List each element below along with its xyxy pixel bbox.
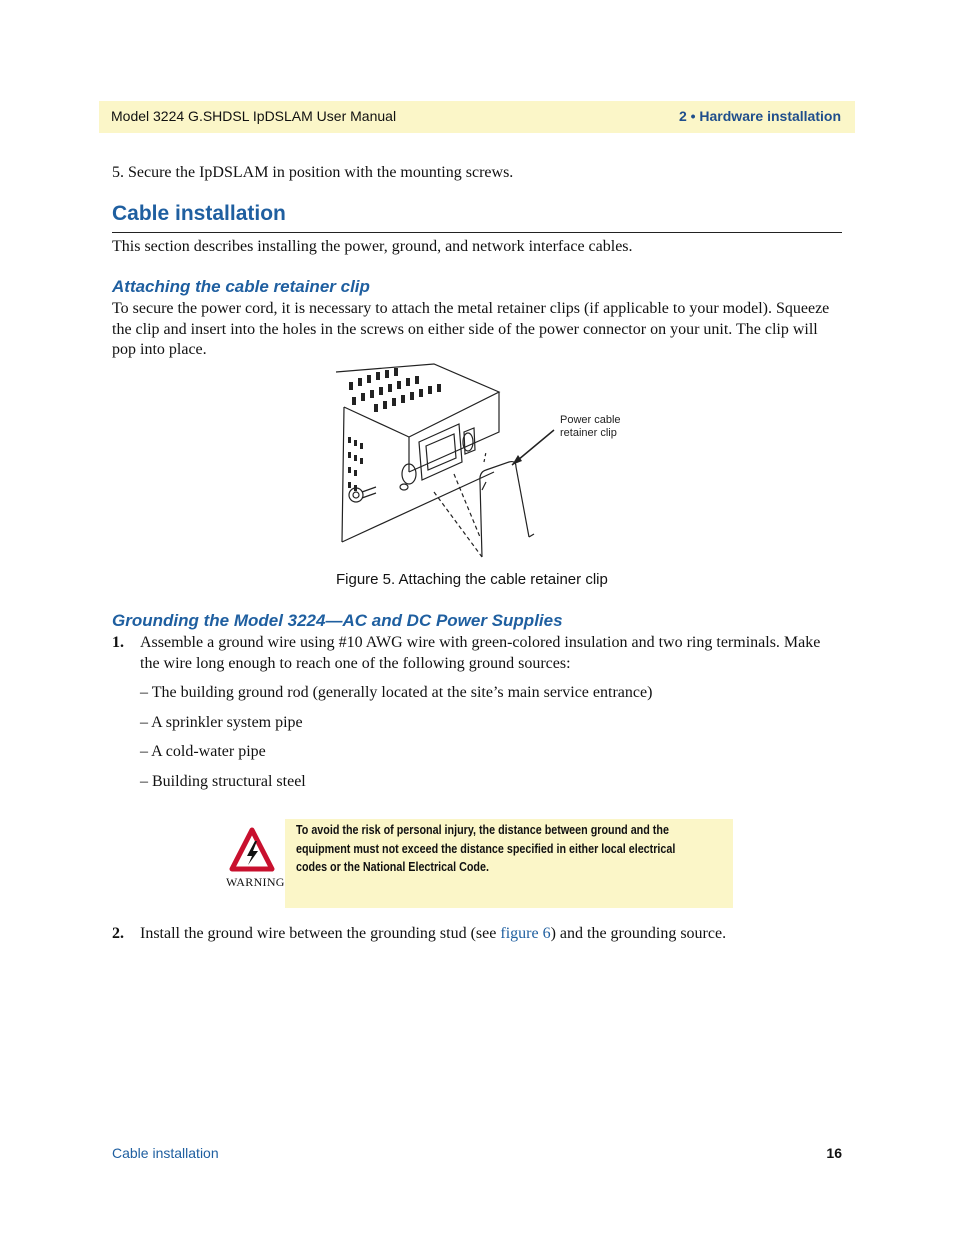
figure-6-link[interactable]: figure 6	[500, 925, 551, 942]
step-2-text-after: ) and the grounding source.	[550, 925, 727, 942]
ground-source-item: – The building ground rod (generally located at the site’s main service entrance)	[140, 684, 653, 701]
figure-label-line-1: Power cable	[560, 414, 621, 426]
step-2-text	[140, 924, 726, 945]
step-2-number: 2.	[112, 925, 124, 942]
chapter-title: 2 • Hardware installation	[678, 108, 841, 124]
retainer-line-2: the clip and insert into the holes in the screws on either side of the power connector on your unit. The clip will	[112, 320, 818, 338]
retainer-clip-figure	[334, 362, 624, 562]
warning-text	[296, 821, 726, 877]
subsection-title-grounding: Grounding the Model 3224—AC and DC Power Supplies	[112, 611, 563, 630]
manual-title: Model 3224 G.SHDSL IpDSLAM User Manual	[111, 108, 397, 124]
ground-source-item: – A sprinkler system pipe	[140, 714, 303, 731]
section-title: Cable installation	[112, 202, 286, 225]
page-header	[99, 101, 855, 133]
step-5-text: 5. Secure the IpDSLAM in position with the mounting screws.	[112, 164, 514, 181]
ground-source-item: – Building structural steel	[140, 773, 306, 790]
warning-line-3: codes or the National Electrical Code.	[296, 860, 489, 874]
footer-section: Cable installation	[112, 1145, 219, 1161]
figure-caption: Figure 5. Attaching the cable retainer clip	[336, 571, 608, 588]
subsection-title-retainer: Attaching the cable retainer clip	[112, 277, 370, 296]
warning-line-1: To avoid the risk of personal injury, the distance between ground and the	[296, 823, 669, 837]
step-2-text-before: Install the ground wire between the grounding stud (see	[140, 925, 501, 942]
step-1-line-2: the wire long enough to reach one of the following ground sources:	[140, 654, 571, 672]
retainer-line-1: To secure the power cord, it is necessary to attach the metal retainer clips (if applicable to your model). Squeeze	[112, 300, 830, 317]
warning-label: WARNING	[226, 875, 285, 889]
retainer-line-3: pop into place.	[112, 341, 207, 358]
page-number: 16	[826, 1145, 842, 1161]
warning-box	[285, 819, 733, 908]
warning-icon	[229, 827, 275, 873]
retainer-paragraph	[112, 299, 829, 361]
step-1-number: 1.	[112, 634, 124, 651]
figure-label-line-2: retainer clip	[560, 427, 617, 439]
step-1-text	[140, 633, 820, 674]
ground-source-item: – A cold-water pipe	[140, 743, 266, 760]
warning-line-2: equipment must not exceed the distance specified in either local electrical	[296, 841, 676, 856]
section-rule	[112, 232, 842, 233]
section-intro: This section describes installing the power, ground, and network interface cables.	[112, 238, 633, 255]
step-1-line-1: Assemble a ground wire using #10 AWG wire with green-colored insulation and two ring terminals. Make	[140, 634, 821, 651]
